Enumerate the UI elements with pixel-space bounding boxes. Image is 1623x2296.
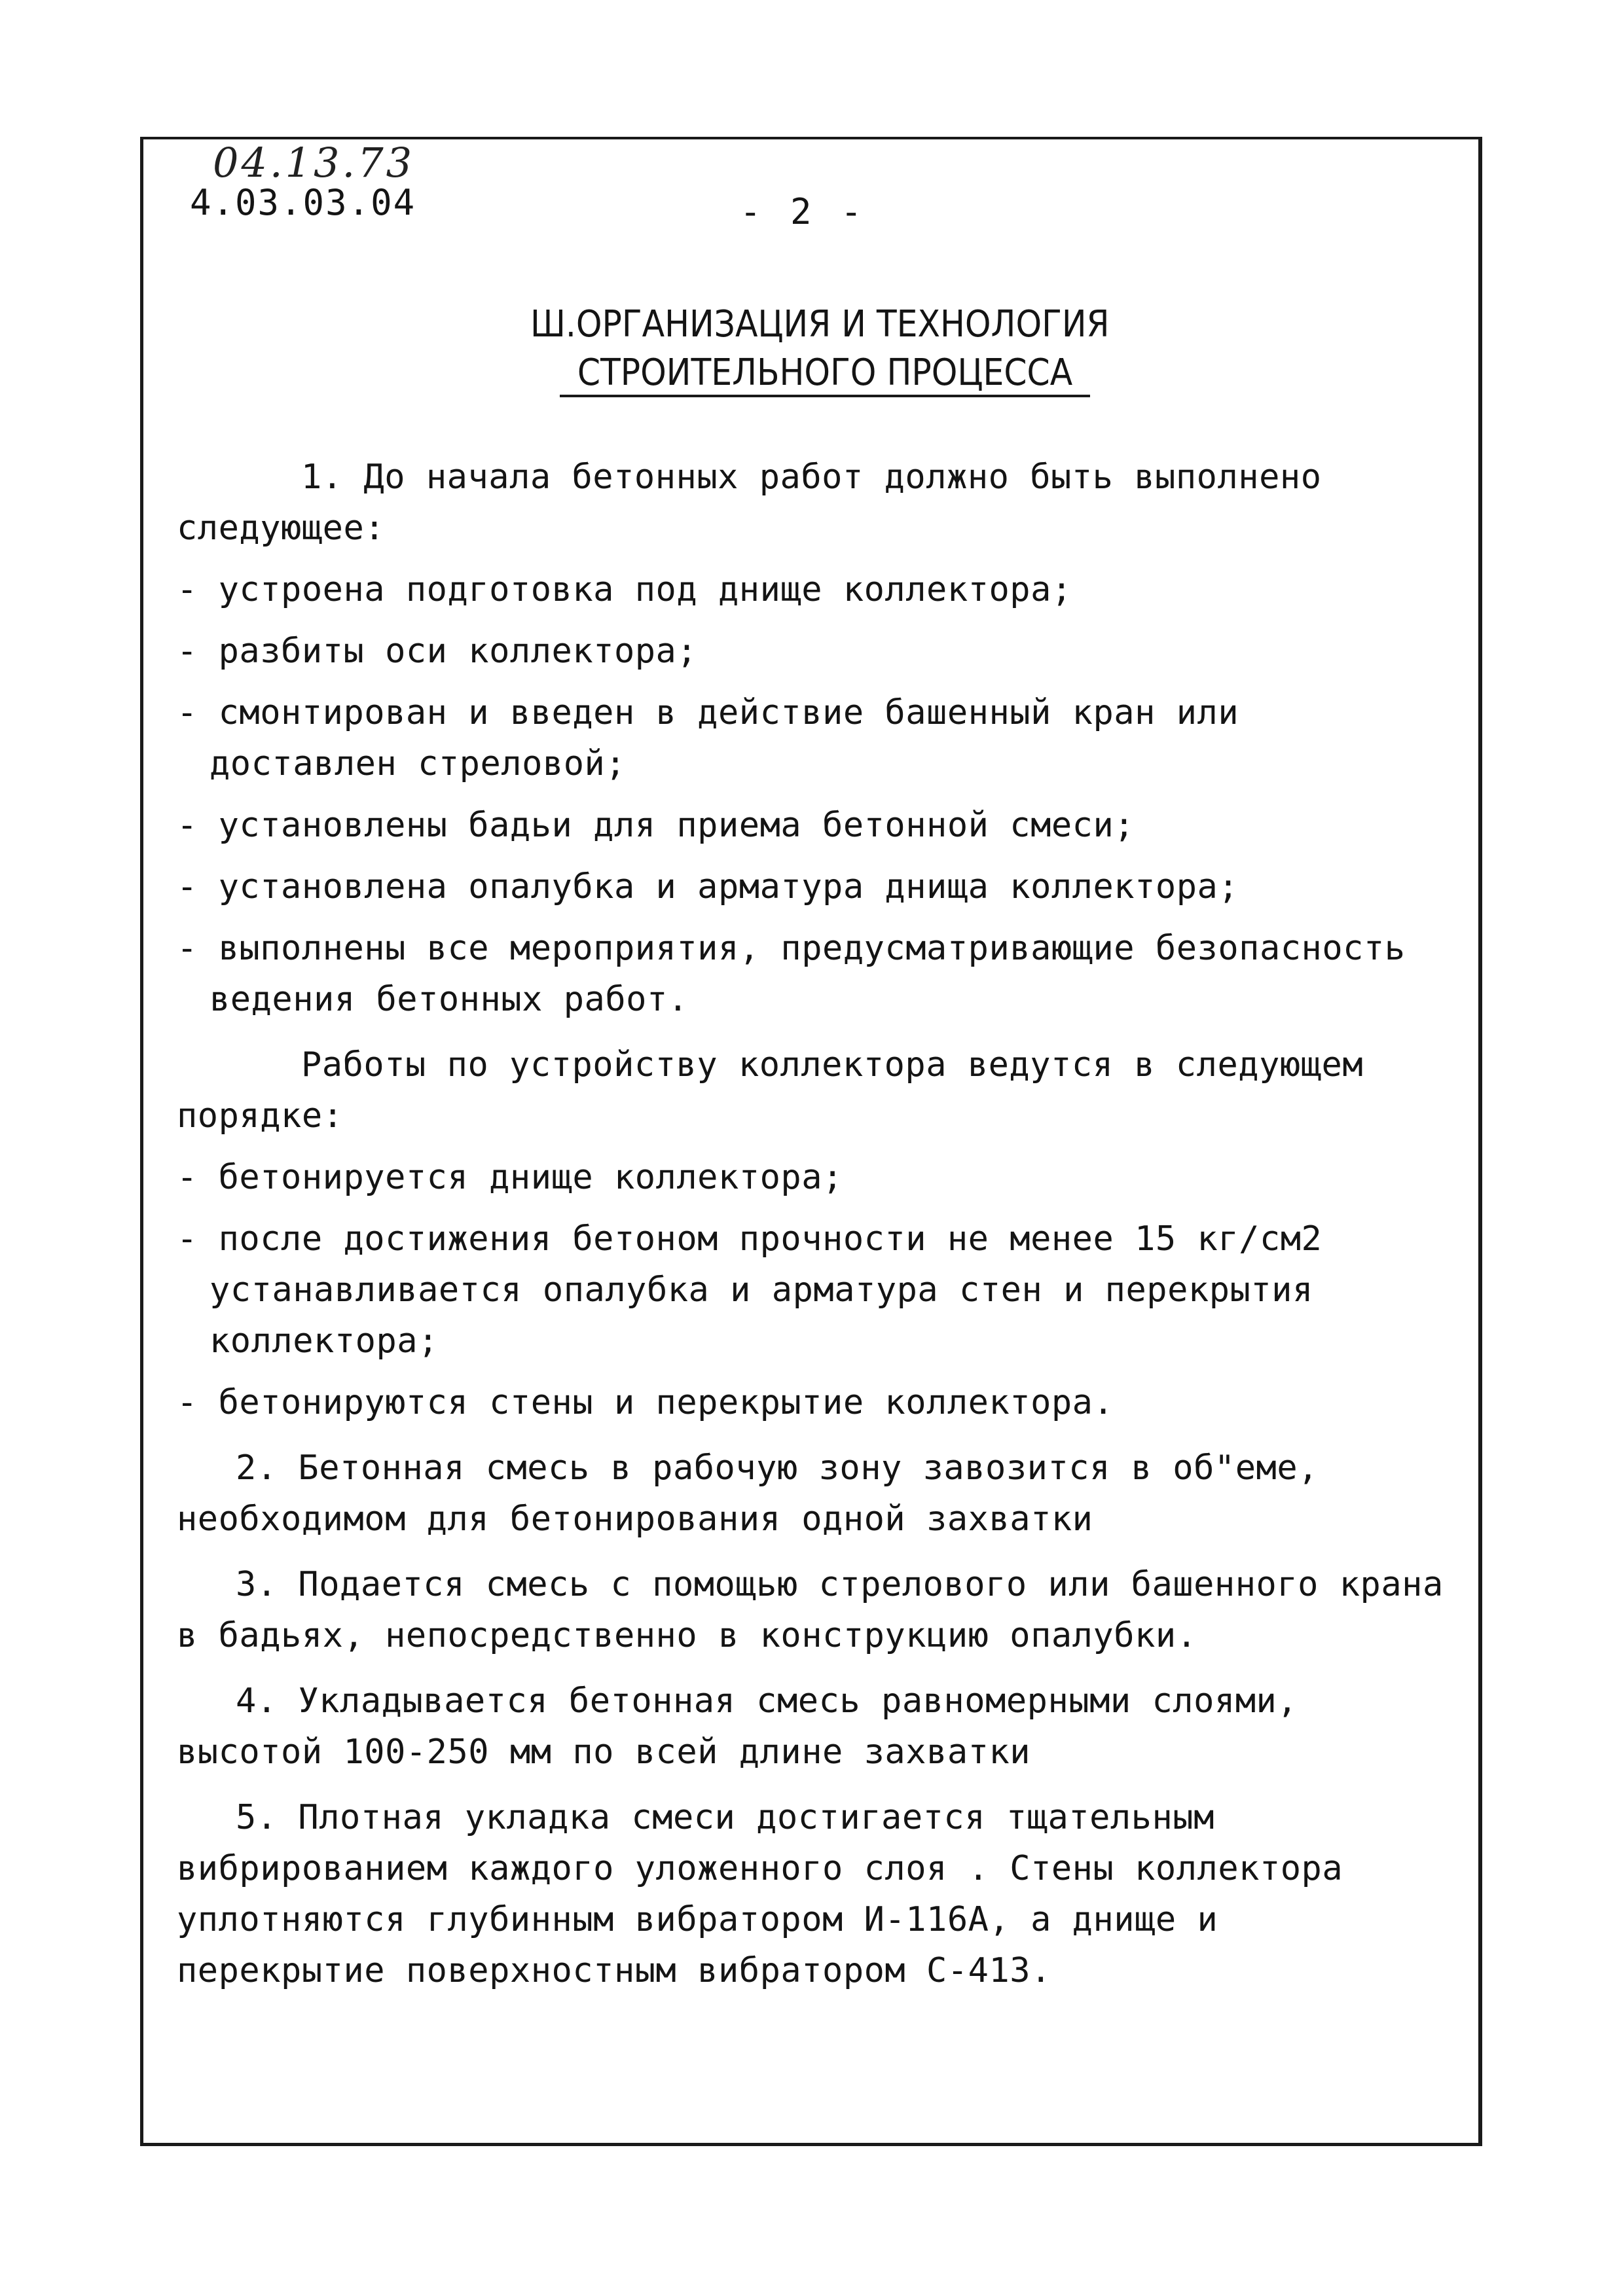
paragraph-4: 4. Укладывается бетонная смесь равномерными слоями, высотой 100-250 мм по всей длине захватки	[177, 1681, 1298, 1772]
list-item: - выполнены все мероприятия, предусматривающие безопасность ведения бетонных работ.	[177, 929, 1406, 1019]
list-item: - устроена подготовка под днище коллектора;	[177, 570, 1072, 609]
title-line-2: СТРОИТЕЛЬНОГО ПРОЦЕССА	[560, 351, 1090, 397]
section-title	[517, 298, 1139, 397]
list-item: - после достижения бетоном прочности не менее 15 кг/см2 устанавливается опалубка и арматура стен и перекрытия коллектора;	[177, 1219, 1322, 1361]
list-item: - бетонируется днище коллектора;	[177, 1158, 843, 1197]
title-line-1: Ш.ОРГАНИЗАЦИЯ И ТЕХНОЛОГИЯ	[530, 303, 1110, 346]
page-number: - 2 -	[740, 191, 866, 232]
list-item: - установлена опалубка и арматура днища коллектора;	[177, 867, 1239, 906]
document-body	[177, 452, 1447, 1996]
list-item: - установлены бадьи для приема бетонной смеси;	[177, 806, 1135, 845]
paragraph-5: 5. Плотная укладка смеси достигается тщательным вибрированием каждого уложенного слоя . Стены коллектора уплотняются глубинным вибратором И-116А, а днище и перекрытие поверхностным вибратором С-413.	[177, 1798, 1343, 1990]
list-item: - разбиты оси коллектора;	[177, 632, 698, 671]
list-item: - бетонируются стены и перекрытие коллектора.	[177, 1383, 1114, 1422]
paragraph-1-intro: 1. До начала бетонных работ должно быть выполнено следующее:	[177, 457, 1322, 548]
order-intro: Работы по устройству коллектора ведутся в следующем порядке:	[177, 1045, 1364, 1136]
paragraph-2: 2. Бетонная смесь в рабочую зону завозится в об"еме, необходимом для бетонирования одной захватки	[177, 1448, 1319, 1539]
list-item: - смонтирован и введен в действие башенный кран или доставлен стреловой;	[177, 693, 1239, 783]
paragraph-3: 3. Подается смесь с помощью стрелового или башенного крана в бадьях, непосредственно в конструкцию опалубки.	[177, 1565, 1444, 1655]
document-code: 4.03.03.04	[190, 182, 416, 223]
handwritten-number: 04.13.73	[213, 139, 415, 187]
